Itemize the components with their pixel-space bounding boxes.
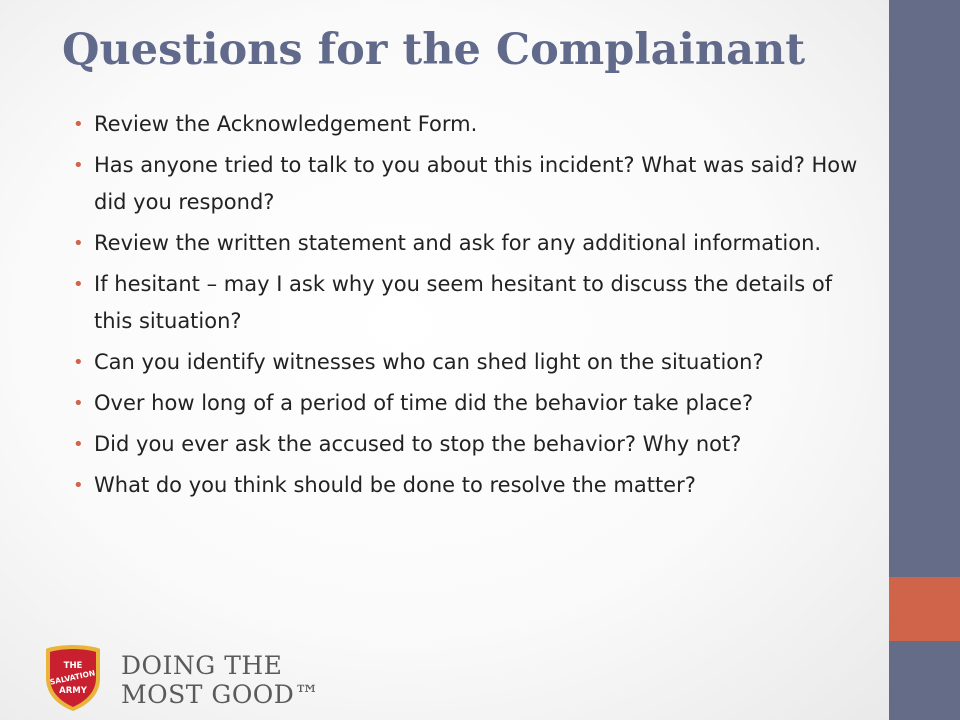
tagline-line-1: DOING THE [121,651,283,680]
bullet-item [70,385,860,422]
bullet-text: What do you think should be done to resolve the matter? [94,473,696,497]
shield-text-1: THE [63,661,83,671]
bullet-dot: • [73,475,84,496]
bullet-item [70,106,860,143]
bullet-text: Has anyone tried to talk to you about this incident? What was said? How did you respond? [94,153,858,214]
bullet-dot: • [73,233,84,254]
salvation-army-logo [44,640,344,716]
bullet-dot: • [73,434,84,455]
bullet-list [70,106,860,508]
bullet-dot: • [73,274,84,295]
shield-icon [44,644,102,712]
bullet-dot: • [73,114,84,135]
bullet-text: If hesitant – may I ask why you seem hesitant to discuss the details of this situation? [94,272,833,333]
tagline-line-2: MOST GOOD™ [121,680,320,709]
bullet-item [70,266,860,340]
bullet-item [70,147,860,221]
bullet-dot: • [73,155,84,176]
bullet-dot: • [73,393,84,414]
side-accent-block [889,577,960,641]
shield-text-2: SALVATION [49,668,96,687]
bullet-item [70,344,860,381]
bullet-text: Did you ever ask the accused to stop the behavior? Why not? [94,432,742,456]
slide-title: Questions for the Complainant [62,25,806,75]
bullet-item [70,467,860,504]
bullet-text: Review the written statement and ask for any additional information. [94,231,822,255]
bullet-text: Review the Acknowledgement Form. [94,112,478,136]
bullet-item [70,426,860,463]
bullet-item [70,225,860,262]
bullet-text: Over how long of a period of time did the behavior take place? [94,391,754,415]
bullet-dot: • [73,352,84,373]
shield-text-3: ARMY [59,686,87,696]
bullet-text: Can you identify witnesses who can shed light on the situation? [94,350,764,374]
logo-tagline [121,653,320,711]
